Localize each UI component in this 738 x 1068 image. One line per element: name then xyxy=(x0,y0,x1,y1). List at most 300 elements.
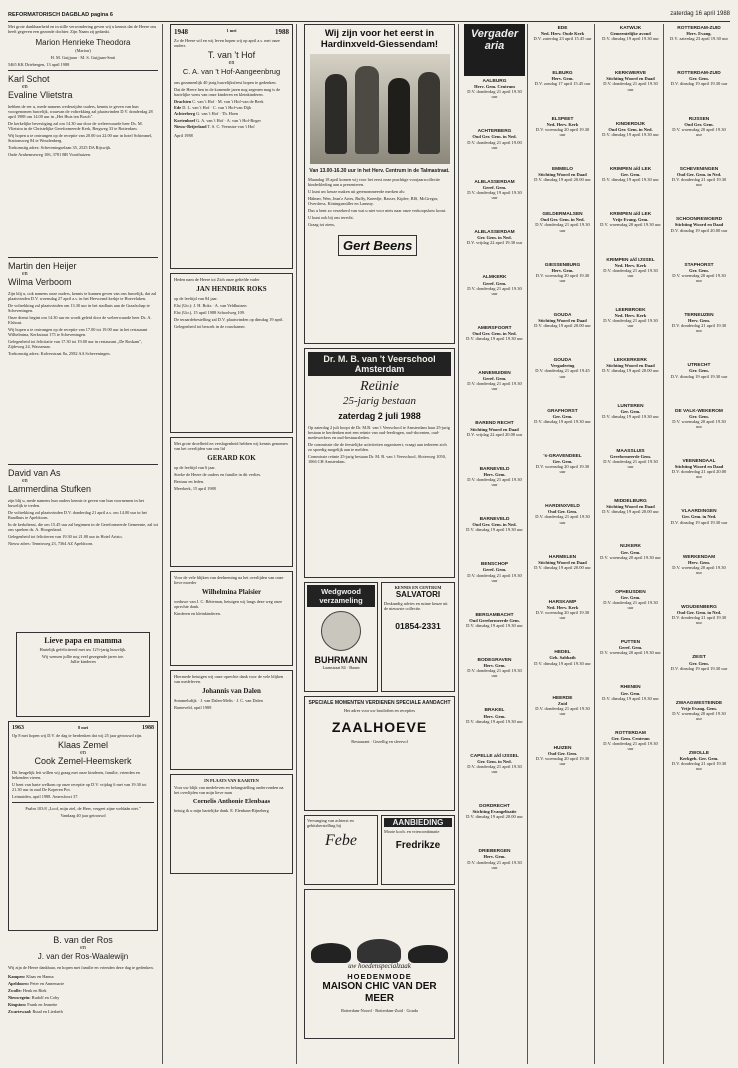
church-entry xyxy=(533,600,592,648)
church-place: MIDDELBURG xyxy=(614,499,647,505)
church-time: D.V. donderdag 21 april 19.30 uur xyxy=(603,318,658,329)
church-filler xyxy=(533,41,592,69)
church-place: MAASSLUIS xyxy=(616,448,645,454)
church-place: AALBURG xyxy=(482,79,507,84)
church-place: HUIZEN xyxy=(553,745,572,751)
church-entry xyxy=(600,308,661,356)
church-name: Oud Ger. Gem. xyxy=(684,121,714,127)
announcement-body: zijn blij u, mede namens hun ouders kennis te geven van hun voornemen in het huwelijk te treden. De voltrekking zal plaatsvinden D.V. donderdag 21 april a.s. om 14.00 uur in het Raadhuis te Apeldoorn. In de kerkdienst, die om 15.45 uur zal beginnen in de Gereformeerde Gemeente, zal tot ons spreken ds. A. Hoogerland. Gelegenheid tot feliciteren van 19.30 tot 21.00 uur in Hotel Aristo. Nieuw adres: Tennisweg 23, 7364 AZ Apeldoorn. xyxy=(8,498,158,546)
church-time: D.V. donderdag 21 april 19.30 uur xyxy=(467,668,522,679)
church-filler xyxy=(600,419,661,447)
year-mid: 8 mei xyxy=(78,725,88,730)
church-filler xyxy=(600,701,661,729)
church-name: Stichting Woord en Daad xyxy=(606,504,655,510)
church-name: Zuid xyxy=(557,700,568,706)
announcement-name: Martin den Heijer xyxy=(8,261,77,271)
notice1-sub: (Marion) xyxy=(75,48,91,53)
church-time: D.V. woensdag 20 april 19.30 uur xyxy=(672,126,726,137)
church-entry xyxy=(669,605,729,653)
church-place: DORDRECHT xyxy=(479,804,510,810)
church-name: Geref. Gem. xyxy=(618,645,643,651)
church-place: BERGAMBACHT xyxy=(475,612,514,618)
church-entry xyxy=(669,217,729,260)
ad-image xyxy=(310,54,450,164)
church-place: HARDINXVELD xyxy=(545,504,580,510)
church-filler xyxy=(600,514,661,542)
church-name: Ger. Gem. xyxy=(552,413,573,419)
church-filler xyxy=(533,525,592,553)
church-filler xyxy=(533,766,592,794)
church-entry xyxy=(600,731,661,779)
church-time: D.V. woensdag 20 april 19.30 uur xyxy=(535,464,590,475)
column-4 xyxy=(462,24,528,1064)
church-name: Ned. Herv. Kerk xyxy=(546,605,579,611)
church-name: Ger. Gem. Centrum xyxy=(611,735,650,741)
church-name: Ned. Herv. Kerk xyxy=(546,121,579,127)
church-entry xyxy=(464,658,525,706)
church-time: D.V. vrijdag 22 april 19.30 uur xyxy=(466,240,523,246)
church-name: Geref. Gem. xyxy=(482,280,507,286)
church-entry xyxy=(464,371,525,419)
church-name: Geref. Gem. xyxy=(482,376,507,382)
church-entry xyxy=(669,313,729,361)
church-place: BODEGRAVEN xyxy=(477,658,512,664)
church-time: D.V. donderdag 21 april 19.30 uur xyxy=(467,285,522,296)
church-filler xyxy=(533,474,592,502)
church-place: ACHTERBERG xyxy=(477,129,512,135)
year-right: 1988 xyxy=(142,725,154,731)
year-left: 1963 xyxy=(12,725,24,731)
church-place: KRIMPEN a/d LEK xyxy=(609,166,652,172)
plate-image xyxy=(321,611,361,651)
church-filler xyxy=(533,87,592,115)
church-place: GOUDA xyxy=(553,312,572,318)
church-filler xyxy=(464,391,525,419)
obituary-name: Wilhelmina Plaisier xyxy=(201,588,262,596)
church-time: D.V. dinsdag 19 april 19.30 uur xyxy=(466,622,523,628)
church-place: PUTTEN xyxy=(620,640,641,646)
church-time: D.V. vrijdag 22 april 20.00 uur xyxy=(466,431,523,437)
church-entry xyxy=(533,71,592,114)
church-name: Oud Ger. Gem. in Ned. xyxy=(676,172,722,178)
church-place: KERKWERVE xyxy=(614,71,647,77)
church-entry xyxy=(464,562,525,610)
couple-name: Cook Zemel-Heemskerk xyxy=(34,756,132,766)
church-entry xyxy=(669,363,729,406)
church-filler xyxy=(464,150,525,178)
church-name: Ger. Gem. xyxy=(620,549,641,555)
church-time: D.V. dinsdag 19 april 19.30 uur xyxy=(466,527,523,533)
church-filler xyxy=(600,137,661,165)
church-entry xyxy=(600,122,661,165)
church-place: CAPELLE a/d IJSSEL xyxy=(470,753,519,759)
church-name: Stichting Woord en Daad xyxy=(538,559,587,565)
congrats-title: Lieve papa en mamma xyxy=(44,636,122,645)
church-time: D.V. dinsdag 19 april 19.30 uur xyxy=(602,177,659,183)
church-filler xyxy=(533,283,592,311)
church-time: D.V. dinsdag 19 april 19.30 uur xyxy=(670,519,728,525)
church-time: D.V. dinsdag 19 april 19.30 uur xyxy=(602,413,659,419)
announcement-name: Lammerdina Stufken xyxy=(8,484,92,494)
announcement-name: Evaline Vlietstra xyxy=(8,90,73,100)
church-place: SCHOONREWOERD xyxy=(675,217,723,223)
ad-salvatori: KENNIS EN CENTRUM SALVATORI Deskundig advies en ruime keuze uit de nieuwste collectie. 01854-2331 xyxy=(381,582,455,692)
church-time: D.V. donderdag 21 april 19.30 uur xyxy=(467,381,522,392)
church-entry xyxy=(533,650,592,693)
announcement-en: en xyxy=(22,271,28,277)
church-entry xyxy=(669,26,729,69)
notice1-text: Met grote dankbaarheid en in stille verwondering geven wij u kennis dat de Heere ons heeft gegeven een gezonde dochter. Zijn Naam zij gedankt. xyxy=(8,24,157,34)
church-filler xyxy=(669,721,729,749)
church-name: Oud Ger. Gem. in Ned. xyxy=(608,126,653,132)
column-6 xyxy=(598,24,664,1064)
announcement-body: hebben de eer u, mede namens wederzijdse ouders, kennis te geven van hun voorgenomen huwelijk, waarvan de voltrekking zal plaatsvinden D.V. donderdag 28 april 1988 om 14.00 uur in „Het Huis ten Bosch". De kerkelijke bevestiging zal om 14.30 uur door de weleerwaarde heer Ds. M. Vlietstra in de Christelijke Gereformeerde Kerk, Bergweg 33 te Rotterdam. Wij hopen u te ontvangen op de receptie van 20.00 tot 22.00 uur in hotel Schimmel, Stationsweg 84 te Woudenberg. Toekomstig adres: Scheveningselaan 35, 2525 DA Rijswijk. Oude Arnhemseweg 106, 3781 BR Voorthuizen. xyxy=(8,104,153,157)
church-entry xyxy=(533,696,592,744)
church-filler xyxy=(600,228,661,256)
ad-speciale-momenten: SPECIALE MOMENTEN VERDIENEN SPECIALE AANDACHT Het adres voor uw bruiloften en recepties ZAALHOEVE Restaurant · Gezellig en sfeervol xyxy=(304,696,455,811)
church-filler xyxy=(669,479,729,507)
church-time: D.V. dinsdag 19 april 20.00 uur xyxy=(466,814,523,820)
church-entry xyxy=(600,26,661,69)
ad-fredrikze: AANBIEDING Mooie koch. en vriescombinatie Fredrikze xyxy=(381,815,455,885)
church-name: Herv. Gem. Centrum xyxy=(474,84,515,90)
church-place: KATWIJK xyxy=(619,26,642,31)
church-time: D.V. dinsdag 19 april 20.00 uur xyxy=(670,227,728,233)
church-place: BENSCHOP xyxy=(480,562,509,568)
church-filler xyxy=(533,570,592,598)
church-filler xyxy=(669,187,729,215)
church-name: Ger. Gem. xyxy=(620,594,641,600)
church-name: Ger. Gem. xyxy=(689,368,709,374)
church-place: ALBLASSERDAM xyxy=(474,179,515,185)
church-time: D.V. donderdag 21 april 19.30 uur xyxy=(671,323,727,334)
church-name: Ger. Gem. xyxy=(620,690,641,696)
church-entry xyxy=(464,467,525,515)
church-name: Ger. Gem. in Ned. xyxy=(681,514,717,520)
church-name: Oud Gereformeerde Gem. xyxy=(469,617,520,623)
church-time: D.V. donderdag 21 april 19.30 uur xyxy=(535,514,590,525)
church-place: GELDERMALSEN xyxy=(542,212,583,218)
church-name: Vergadering xyxy=(550,363,575,369)
church-place: BRAKEL xyxy=(484,708,505,714)
church-place: EDE xyxy=(557,26,568,31)
church-filler xyxy=(669,379,729,407)
notice1-name: Marion Henrieke Theodora xyxy=(35,38,131,47)
church-name: Ger. Gem. xyxy=(689,267,709,273)
church-name: Stichting Woord en Daad xyxy=(538,318,587,324)
church-place: RHENEN xyxy=(620,685,641,691)
church-place: ALBLASSERDAM xyxy=(474,230,515,236)
church-filler xyxy=(600,610,661,638)
obituary-name: JAN HENDRIK ROKS xyxy=(196,285,267,293)
church-place: SCHEVENINGEN xyxy=(679,166,719,172)
church-filler xyxy=(669,625,729,653)
church-filler xyxy=(600,182,661,210)
church-name: Ger. Gem. xyxy=(620,172,641,178)
church-entry xyxy=(600,358,661,401)
church-place: ROTTERDAM-ZUID xyxy=(677,71,721,77)
church-place: DRIEBERGEN xyxy=(478,849,511,855)
jubileum-notice: 1948 1 mei 1988 Zo de Heere wil en wij leven hopen wij op april a.s. met onze ouders T. van 't Hof en C. A. van 't Hof-Aangeenbrug ons gezamenlijk 40 jarig huwelijksfeest hopen te gedenken. Dat de Heere hen in de komende jaren nog zegenen mag is de hartelijke wens van onze kinderen en kleinkinderen. Drachten C. van 't Hof · M. van 't Hof-van de Beek Ede D. L. van 't Hof · C. van 't Hof-van Dijk Achterberg G. van 't Hof · Th. Hoen Kortenhoef G. A. van 't Hof · A. van 't Hof-Boger Nieuw-Beijerland T. S. C. Veenstra-van 't Hof April 1988 xyxy=(170,24,293,269)
church-filler xyxy=(669,233,729,261)
church-place: VLAARDINGEN xyxy=(681,509,717,515)
church-filler xyxy=(533,620,592,648)
church-time: D.V. donderdag 21 april 19.30 uur xyxy=(671,615,727,626)
church-entry xyxy=(533,263,592,311)
church-time: D.V. dinsdag 19 april 20.00 uur xyxy=(602,509,659,515)
church-entry xyxy=(464,275,525,323)
church-place: LUNTEREN xyxy=(617,403,644,409)
ad-wedgwood: Wedgwood verzameling BUHRMANN Laanstraat 84 · Baarn xyxy=(304,582,378,692)
church-filler xyxy=(600,278,661,306)
church-entry xyxy=(669,655,729,698)
church-entry xyxy=(464,517,525,560)
church-time: D.V. donderdag 21 april 19.30 uur xyxy=(671,761,727,772)
church-name: Herv. Gem. xyxy=(483,713,506,719)
couple-name: Klaas Zemel xyxy=(57,740,109,750)
church-name: Herv. Gem. xyxy=(687,559,711,565)
church-filler xyxy=(669,525,729,553)
church-time: D.V. donderdag 21 april 19.30 uur xyxy=(467,572,522,583)
church-entry xyxy=(600,71,661,119)
church-name: Ned. Herv. Oude Kerk xyxy=(540,31,585,37)
church-filler xyxy=(464,99,525,127)
church-entry xyxy=(464,708,525,751)
church-name: Kerkgeb. Ger. Gem. xyxy=(679,756,719,762)
announcement-name: Wilma Verboom xyxy=(8,277,72,287)
church-list xyxy=(464,79,525,898)
church-time: D.V. dinsdag 19 april 19.30 uur xyxy=(466,335,523,341)
church-filler xyxy=(464,583,525,611)
church-place: LEKKERKERK xyxy=(613,358,648,364)
church-entry xyxy=(600,499,661,542)
church-time: D.V. donderdag 21 april 19.30 uur xyxy=(535,222,590,233)
church-place: ELBURG xyxy=(552,71,573,77)
church-name: Herv. Gem. xyxy=(483,471,506,477)
church-time: D.V. donderdag 19 april 19.30 uur xyxy=(467,189,522,201)
church-time: D.V. donderdag 21 april 19.30 uur xyxy=(467,763,522,774)
church-name: Ger. Gem. xyxy=(689,413,709,419)
church-time: D.V. woensdag 20 april 19.30 uur xyxy=(535,126,590,137)
church-entry xyxy=(669,751,729,799)
church-place: ROTTERDAM xyxy=(615,730,646,736)
church-time: D.V. donderdag 21 april 19.30 uur xyxy=(603,267,658,278)
church-time: D.V. woensdag 20 april 19.30 uur xyxy=(535,756,590,767)
church-place: GIESSENBURG xyxy=(544,262,581,268)
announcement-en: en xyxy=(22,478,28,484)
church-place: NIJKERK xyxy=(619,544,642,550)
page-header xyxy=(8,10,730,22)
church-place: ALMKERK xyxy=(482,275,507,281)
church-filler xyxy=(669,429,729,457)
obituary-name: Johannis van Dalen xyxy=(202,687,261,695)
church-filler xyxy=(600,560,661,588)
congrats-box: Lieve papa en mamma Hartelijk gefeliciteerd met uw 12½-jarig huwelijk. Wij wensen jullie nog veel gezegende jaren toe. Jullie kinderen xyxy=(16,632,150,717)
church-time: D.V. donderdag 21 april 19.30 uur xyxy=(467,476,522,487)
vergader-header: Vergader aria xyxy=(464,24,525,76)
church-entry xyxy=(600,258,661,306)
obituary-elenbaas: IN PLAATS VAN KAARTEN Voor uw blijk van medeleven en belangstelling ondervonden na het overlijden van mijn lieve man Cornelis Anthonie Elenbaas betuig ik u mijn hartelijke dank. E. Elenbaas-Rijneberg xyxy=(170,774,293,874)
obituary-plaisier: Voor de vele blijken van deelneming na het overlijden van onze lieve moeder Wilhelmina Plaisier weduwe van J. C. Bètteman, betuigen wij langs deze weg onze oprechte dank. Kinderen en kleinkinderen. xyxy=(170,571,293,666)
church-time: D.V. woensdag 20 april 19.30 uur xyxy=(600,650,661,656)
church-list xyxy=(600,26,661,779)
church-place: BARNEVELD xyxy=(479,517,510,523)
church-entry xyxy=(669,117,729,165)
church-name: Stichting Evangelisatie xyxy=(472,809,517,815)
church-filler xyxy=(464,296,525,324)
church-name: Herv. Gem. xyxy=(483,854,506,860)
church-name: Herv. Gem. xyxy=(551,267,574,273)
church-filler xyxy=(669,333,729,361)
church-place: KRIMPEN a/d LEK xyxy=(609,212,652,218)
church-time: D.V. dinsdag 19 april 20.00 uur xyxy=(534,564,591,570)
obituary-name: GERARD KOK xyxy=(207,454,256,462)
church-filler xyxy=(533,233,592,261)
church-time: D.V. dinsdag 19 april 19.30 uur xyxy=(670,81,728,87)
obituary-vandalen: Hiermede betuigen wij onze oprechte dank voor de vele blijken van medeleven. Johannis van Dalen Sommelsdijk · J. van Dalen-Melis · J. C. van Dalen Barneveld, april 1988 xyxy=(170,670,293,770)
church-place: GOUDA xyxy=(553,358,572,364)
ad-headline: Wij zijn voor het eerst in Hardinxveld-Giessendam! xyxy=(320,28,439,50)
ad-school-reunie: Dr. M. B. van 't Veerschool Amsterdam Reünie 25-jarig bestaan zaterdag 2 juli 1988 Op zaterdag 2 juli hoopt de Dr. M.B. van 't Veerschool te Amsterdam haar 25-jarig bestaan te herdenken met een reünie van oud-leerlingen, oud-docenten, oud-medewerkers en oud-bestuursleden. De commissie die de feestelijke activiteiten organiseert, vraagt aan iedereen zich zo spoedig mogelijk aan te melden. Commissie reünie 25-jarig bestaan Dr. M. B. van 't Veerschool, Sloterweg 1050, 1066 CH Amsterdam. xyxy=(304,348,455,578)
church-filler xyxy=(464,487,525,515)
church-time: D.V. zondag 17 april 15.45 uur xyxy=(534,81,591,87)
church-entry xyxy=(464,326,525,369)
church-entry xyxy=(669,701,729,749)
church-name: Herv. Gem. xyxy=(687,318,711,324)
church-time: D.V. donderdag 21 april 19.00 uur xyxy=(467,139,522,150)
church-entry xyxy=(464,230,525,273)
church-entry xyxy=(533,313,592,356)
church-place: KRIMPEN a/d IJSSEL xyxy=(606,257,655,263)
ad-logo: Gert Beens xyxy=(338,235,417,256)
hat-images xyxy=(308,893,451,963)
church-entry xyxy=(464,849,525,897)
church-entry xyxy=(600,590,661,638)
church-place: EMMELO xyxy=(551,166,574,172)
church-entry xyxy=(533,212,592,260)
church-name: Geref. Gem. xyxy=(482,184,507,190)
couple-name: J. van der Ros-Waalewijn xyxy=(37,952,129,961)
congrats-sub: Hartelijk gefeliciteerd met uw 12½-jarig huwelijk. xyxy=(39,647,127,652)
church-time: D.V. donderdag 21 april 19.30 uur xyxy=(535,705,590,716)
church-place: VEENENDAAL xyxy=(682,459,716,464)
church-entry xyxy=(533,26,592,69)
church-place: OPHEUSDEN xyxy=(615,589,646,595)
church-name: Oud Ger. Gem. xyxy=(547,751,578,757)
church-name: Geref. Gem. xyxy=(482,567,507,573)
church-filler xyxy=(533,424,592,452)
church-entry xyxy=(533,555,592,598)
church-entry xyxy=(533,409,592,452)
church-time: D.V. dinsdag 19 april 19.30 uur xyxy=(466,718,523,724)
church-name: Oud Ger. Gem. xyxy=(547,509,578,515)
church-place: WOUDENBERG xyxy=(681,605,717,611)
column-3 xyxy=(301,24,459,1064)
church-filler xyxy=(533,379,592,407)
church-list xyxy=(669,26,729,799)
church-filler xyxy=(533,666,592,694)
church-name: Stichting Woord en Daad xyxy=(538,172,587,178)
church-entry xyxy=(533,167,592,210)
church-name: Herv. Gem. xyxy=(551,76,574,82)
church-filler xyxy=(464,245,525,273)
church-name: Stichting Woord en Daad xyxy=(674,464,724,470)
church-filler xyxy=(464,532,525,560)
church-filler xyxy=(600,751,661,779)
church-name: Ger. Gem. in Ned. xyxy=(477,758,512,764)
church-entry xyxy=(533,117,592,165)
church-time: D.V. dinsdag 19 april 20.00 uur xyxy=(534,177,591,183)
church-place: HEDEL xyxy=(554,650,571,656)
church-filler xyxy=(464,678,525,706)
column-5 xyxy=(531,24,595,1064)
church-name: Ger. Gem. in Ned. xyxy=(477,235,512,241)
church-time: D.V. woensdag 20 april 19.30 uur xyxy=(672,272,726,283)
notice1-place: 5465 KK Driebergen, 13 april 1988 xyxy=(8,62,70,67)
announcement-body: Zijn blij u, ook namens onze ouders, kennis te kunnen geven van ons huwelijk, dat zal plaatsvinden D.V. woensdag 27 april a.s. in het Hervormd kerkje te Hoevelaken. De voltrekking zal plaatsvinden om 13.30 uur in het stadhuis aan de Graafschap te Scheveningen. Onze dienst begint om 14.30 uur en wordt geleid door de weleerwaarde heer Ds. A. Elshout. Wij hopen u te ontvangen op de receptie van 17.00 tot 19.00 uur in het restaurant Wilhelmina, Kerkstraat 175 te Scheveningen. Gelegenheid tot felicitatie van 17.30 tot 19.00 uur in restaurant „De Roskam", Zijdeweg 24, Wassenaar. Toekomstig adres: Kalverstraat 8a, 2582 AA Scheveningen. xyxy=(8,291,157,356)
church-time: D.V. woensdag 20 april 19.30 uur xyxy=(672,564,726,575)
church-place: GRAFHORST xyxy=(547,408,578,414)
church-time: D.V. dinsdag 19 april 19.30 uur xyxy=(670,373,728,379)
obituary-name: Cornelis Anthonie Elenbaas xyxy=(192,798,271,805)
ad-febe: Vervanging van achterst en gebitsherstelling bij Febe xyxy=(304,815,378,885)
church-name: Gemeentelijke avond xyxy=(610,31,651,37)
church-filler xyxy=(600,92,661,120)
church-filler xyxy=(669,87,729,115)
church-filler xyxy=(464,819,525,847)
church-entry xyxy=(669,459,729,507)
church-filler xyxy=(533,182,592,210)
church-time: D.V. woensdag 20 april 19.30 uur xyxy=(672,418,726,429)
church-filler xyxy=(464,437,525,465)
church-filler xyxy=(464,628,525,656)
church-time: D.V. dinsdag 19 april 19.30 uur xyxy=(534,660,591,666)
church-entry xyxy=(669,555,729,603)
church-place: ANNEMUIDEN xyxy=(478,371,511,377)
church-entry xyxy=(600,449,661,497)
church-entry xyxy=(464,129,525,177)
church-filler xyxy=(669,575,729,603)
church-name: Oud Ger. Gem. in Ned. xyxy=(676,610,722,616)
church-name: Gereformeerde Gem. xyxy=(610,453,651,459)
church-place: ELSPEET xyxy=(551,116,574,122)
announcement-name: Karl Schot xyxy=(8,74,50,84)
church-filler xyxy=(669,283,729,311)
church-place: ZWAAGWESTEINDE xyxy=(675,700,723,706)
church-place: HARSKAMP xyxy=(548,599,577,605)
church-entry xyxy=(669,167,729,215)
church-name: Oud Ger. Gem. in Ned. xyxy=(472,330,517,336)
church-name: Stichting Woord en Daad xyxy=(606,76,655,82)
church-place: ROTTERDAM-ZUID xyxy=(677,26,721,31)
church-filler xyxy=(669,771,729,799)
church-name: Oud Ger. Gem. in Ned. xyxy=(472,134,517,140)
church-name: Herv. Evang. xyxy=(686,31,712,37)
church-place: RIJSSEN xyxy=(688,116,710,122)
couple-en: en xyxy=(80,945,86,951)
church-place: DE VALK-WEKEROM xyxy=(675,408,723,414)
church-place: ZWOLLE xyxy=(688,751,710,757)
church-time: D.V. donderdag 21 april 19.30 uur xyxy=(671,177,727,188)
church-entry xyxy=(533,358,592,406)
church-entry xyxy=(600,212,661,255)
church-time: D.V. zaterdag 23 april 19.30 uur xyxy=(670,36,728,42)
church-time: D.V. dinsdag 19 april 19.30 uur xyxy=(602,131,659,137)
header-right: zaterdag 16 april 1988 xyxy=(670,11,730,17)
ad-gert-beens: Wij zijn voor het eerst in Hardinxveld-Giessendam! Van 13.00-16.30 uur in het Herv. Centrum in de Talmastraat. Maandag 18 april komen wij voor het eerst onze prachtige voorjaarscollectie kinderkleding aan u presenteren. U kunt uw keuze maken uit gerenommeerde merken als: Hàlmer, Wen, Jean'z Aries, Buffy, Kneedje, Rasser, Kiplee, BIS, McGregor, Overdress, Köningsmüller en Lammy. Dus u bent zo verzekerd van wat u niet voor niets naar onze verkoopshow komt. U kunt ook bij ons terecht. Graag tot ziens, Gert Beens xyxy=(304,24,455,344)
column-2 xyxy=(167,24,297,1064)
church-name: Stichting Woord en Daad xyxy=(674,222,724,228)
